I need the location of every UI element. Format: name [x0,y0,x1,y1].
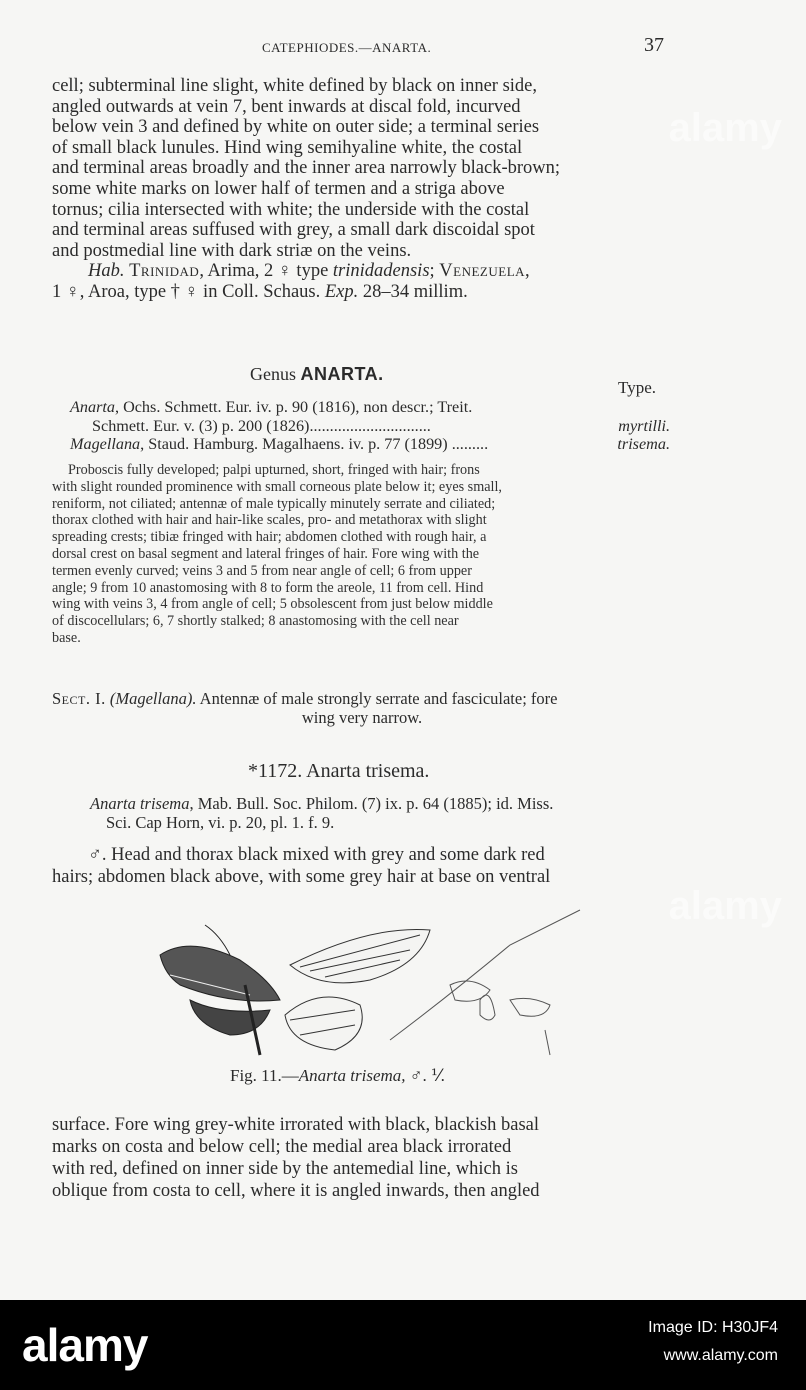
hab-comma: , [525,261,530,282]
synonym-line [70,417,670,436]
section-text: Antennæ of male strongly serrate and fasciculate; fore [199,689,558,708]
text-line: with slight rounded prominence with small corneous plate below it; eyes small, [52,478,502,495]
watermark: alamy [668,106,782,150]
moth-body-illustration [160,925,280,1055]
text-line: and terminal areas broadly and the inner area narrowly black-brown; [52,158,561,179]
text-line: spreading crests; tibiæ fringed with hair; abdomen clothed with rough hair, a [52,529,487,546]
hab-label: Hab. [88,261,125,282]
hab-text: , Arima, 2 ♀ type [199,261,333,282]
exp-label: Exp. [324,281,359,302]
text-line: angled outwards at vein 7, bent inwards at discal fold, incurved [52,96,521,117]
type-species: myrtilli. [618,416,670,435]
text-line: base. [52,629,81,646]
text-line: and postmedial line with dark striæ on the veins. [52,240,412,261]
synonym-ref: Schmett. Eur. v. (3) p. 200 (1826).............................. [92,416,431,435]
text-line: of small black lunules. Hind wing semihyaline white, the costal [52,137,523,158]
synonym-name: Magellana [70,435,141,453]
text-line: Proboscis fully developed; palpi upturned, short, fringed with hair; frons [68,462,480,478]
text-line: dorsal crest on basal segment and lateral fringes of hair. Fore wing with the [52,545,480,562]
watermark: alamy [668,884,782,928]
type-species: trisema. [617,435,670,453]
text-line: surface. Fore wing grey-white irrorated with black, blackish basal [52,1115,539,1135]
synonym-ref: , Staud. Hamburg. Magalhaens. iv. p. 77 (1899) ......... [140,435,489,453]
synonym-name: Anarta [70,398,115,416]
text-line: cell; subterminal line slight, white defined by black on inner side, [52,76,537,96]
figure-caption [230,1066,445,1086]
text-line: hairs; abdomen black above, with some grey hair at base on ventral [52,867,551,887]
section-line: wing very narrow. [301,707,423,727]
male-description [52,844,672,888]
locality-venezuela: Venezuela [439,261,526,282]
banner-logo: alamy [22,1319,148,1371]
synonymy-list [70,398,670,454]
hab-sep: ; [429,261,440,282]
synonym-line [70,435,670,454]
text-line: angle; 9 from 10 anastomosing with 8 to form the areole, 11 from cell. Hind [52,579,484,596]
page-number: 37 [644,34,664,56]
genus-name: ANARTA. [300,364,384,384]
section-label: Sect. I. [52,689,106,708]
type-column-label: Type. [618,378,656,397]
caption-name: Anarta trisema, [298,1066,406,1085]
text-line: wing with veins 3, 4 from angle of cell; 5 obsolescent from just below middle [52,596,493,613]
species-name: Anarta trisema [90,794,190,813]
habitat-line-2 [52,282,672,303]
text-line: oblique from costa to cell, where it is angled inwards, then angled [52,1181,540,1201]
habitat-line [52,261,672,282]
type-name: trinidadensis [332,261,430,282]
moth-figure [150,905,590,1065]
text-line: thorax clothed with hair and hair-like scales, pro- and metathorax with slight [52,512,487,529]
banner-info [648,1314,778,1370]
section-heading [52,690,672,727]
text-line: of discocellulars; 6, 7 shortly stalked; 8 anastomosing with the cell near [52,613,459,630]
synonym-ref: , Ochs. Schmett. Eur. iv. p. 90 (1816), non descr.; Treit. [114,398,473,416]
continuation-paragraph [52,1114,672,1202]
text-line: ♂. Head and thorax black mixed with grey and some dark red [88,845,545,865]
ref-text: , Mab. Bull. Soc. Philom. (7) ix. p. 64 (1885); id. Miss. [189,794,554,813]
page-header [0,34,806,60]
image-id: Image ID: H30JF4 [648,1319,778,1336]
ref-line [90,794,680,813]
text-line: with red, defined on inner side by the antemedial line, which is [52,1159,518,1179]
text-line: below vein 3 and defined by white on outer side; a terminal series [52,117,540,138]
exp-value: 28–34 millim. [358,281,468,302]
hab-text-2: 1 ♀, Aroa, type † ♀ in Coll. Schaus. [52,281,325,302]
ref-line: Sci. Cap Horn, vi. p. 20, pl. 1. f. 9. [106,813,335,832]
text-line: marks on costa and below cell; the medial area black irrorated [52,1137,512,1157]
genus-description [52,462,672,647]
text-line: tornus; cilia intersected with white; the underside with the costal [52,199,530,220]
text-line: termen evenly curved; veins 3 and 5 from near angle of cell; 6 from upper [52,562,472,579]
site-url: www.alamy.com [663,1347,778,1364]
caption-prefix: Fig. 11.— [230,1066,299,1085]
text-line: reniform, not ciliated; antennæ of male typically minutely serrate and ciliated; [52,495,496,512]
text-line: some white marks on lower half of termen and a striga above [52,178,505,199]
species-reference [90,794,680,832]
synonym-line [70,398,670,417]
species-title: *1172. Anarta trisema. [248,760,430,782]
stock-banner [0,1300,806,1390]
running-head: CATEPHIODES.—ANARTA. [262,40,432,55]
section-line [52,690,672,709]
caption-suffix: ♂. ⅟. [405,1066,445,1085]
genus-heading [250,364,384,385]
section-name: (Magellana). [109,689,197,708]
locality-trinidad: Trinidad [129,261,200,282]
intro-paragraph [52,76,672,303]
text-line: and terminal areas suffused with grey, a small dark discoidal spot [52,220,535,241]
genus-prefix: Genus [250,364,296,384]
wing-illustration [285,929,430,1050]
